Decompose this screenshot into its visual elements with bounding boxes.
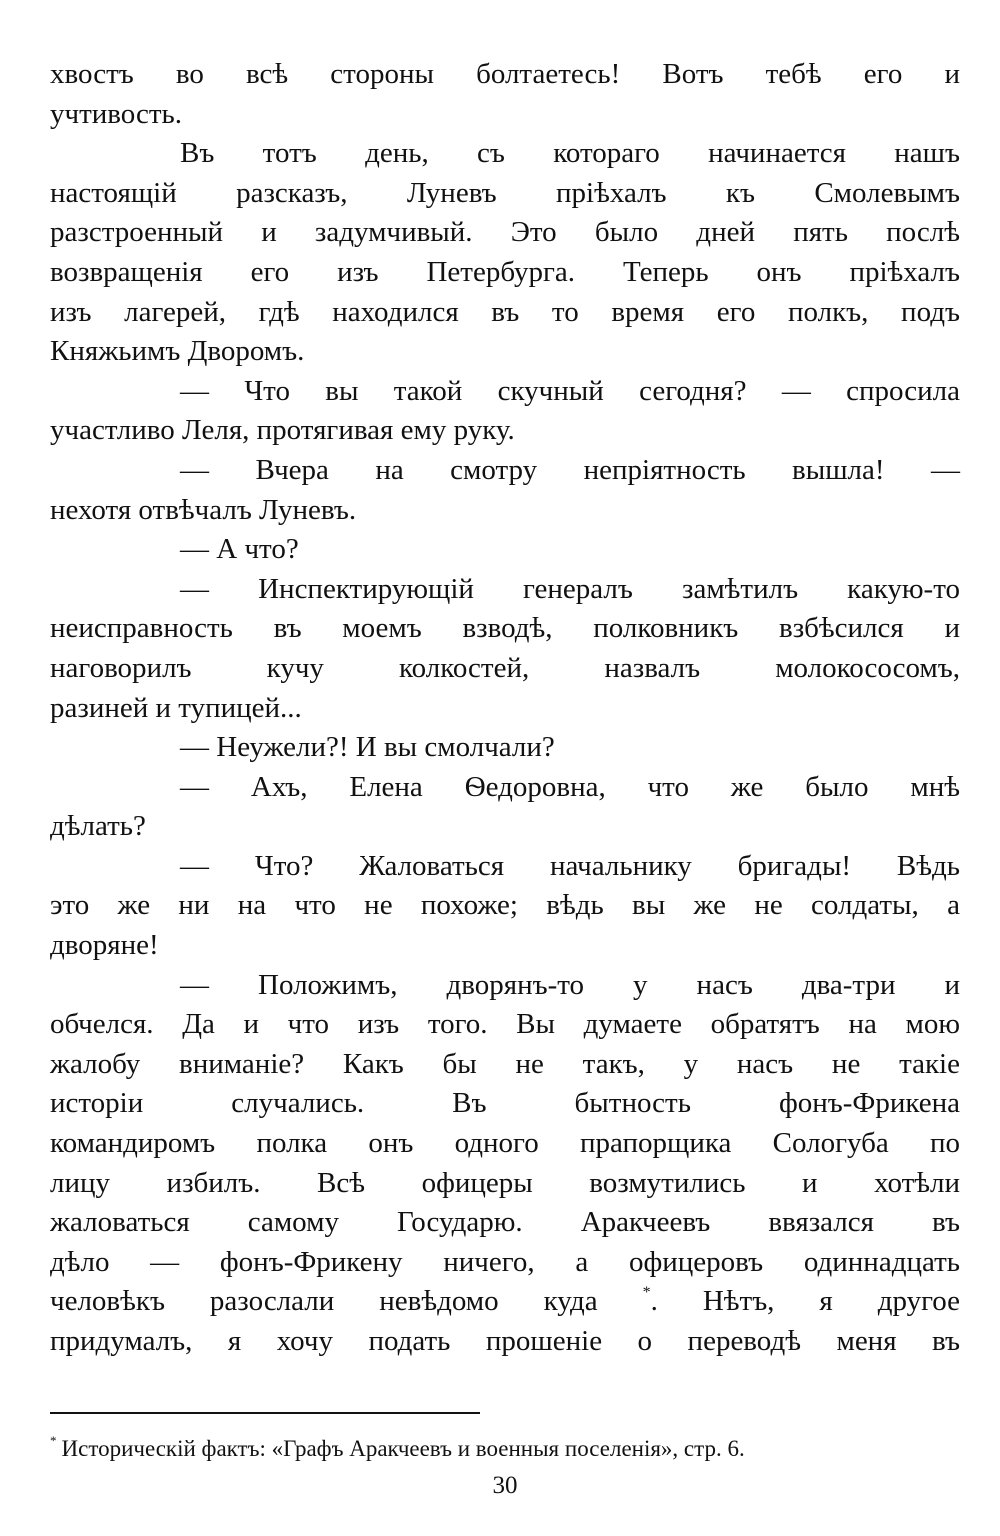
line-text: наговорилъ кучу колкостей, назвалъ молокососомъ,: [50, 651, 960, 684]
text-line: [50, 1045, 960, 1085]
text-line: [50, 95, 960, 135]
line-text: — Инспектирующiй генералъ замѣтилъ какую-то: [180, 572, 960, 605]
line-text: Княжьимъ Дворомъ.: [50, 335, 305, 368]
line-text: неисправность въ моемъ взводѣ, полковникъ взбѣсился и: [50, 612, 960, 645]
footnote-divider: [50, 1412, 480, 1414]
line-text: — Положимъ, дворянъ-то у насъ два-три и: [180, 968, 960, 1001]
body-text: [50, 55, 960, 1362]
text-line: [50, 530, 960, 570]
text-line: [50, 332, 960, 372]
text-line: [50, 926, 960, 966]
line-text: — Вчера на смотру непрiятность вышла! —: [180, 453, 960, 486]
line-text: лицу избилъ. Всѣ офицеры возмутились и хотѣли: [50, 1166, 960, 1199]
text-line: [50, 807, 960, 847]
text-line: [50, 451, 960, 491]
footnote-marker: *: [50, 1433, 57, 1448]
text-line: [50, 213, 960, 253]
line-text: нехотя отвѣчалъ Луневъ.: [50, 493, 357, 526]
text-line: [50, 491, 960, 531]
text-line: [50, 847, 960, 887]
text-line: [50, 1005, 960, 1045]
text-line: [50, 728, 960, 768]
footnote-text: Историческiй фактъ: «Графъ Аракчеевъ и военныя поселенiя», стр. 6.: [61, 1436, 745, 1461]
line-text: жалобу вниманiе? Какъ бы не такъ, у насъ не такiе: [50, 1047, 960, 1080]
text-line: [50, 689, 960, 729]
footnote: [50, 1432, 745, 1466]
text-line: [50, 609, 960, 649]
line-text: человѣкъ разослали невѣдомо куда: [50, 1285, 598, 1318]
line-text: изъ лагерей, гдѣ находился въ то время его полкъ, подъ: [50, 295, 960, 328]
line-text: разиней и тупицей...: [50, 691, 302, 724]
text-line: [50, 1322, 960, 1362]
line-text: жаловаться самому Государю. Аракчеевъ ввязался въ: [50, 1206, 960, 1239]
line-text: это же ни на что не похоже; вѣдь вы же не солдаты, а: [50, 889, 960, 922]
text-line: [50, 293, 960, 333]
line-text: хвостъ во всѣ стороны болтаетесь! Вотъ тебѣ его и: [50, 58, 960, 90]
text-line: [50, 1203, 960, 1243]
line-text: — Что? Жаловаться начальнику бригады! Вѣдь: [180, 849, 960, 882]
line-text: — Неужели?! И вы смолчали?: [180, 731, 555, 764]
line-text: разстроенный и задумчивый. Это было дней пять послѣ: [50, 216, 960, 249]
line-text: Въ тотъ день, съ котораго начинается нашъ: [180, 137, 960, 170]
text-line: [50, 886, 960, 926]
line-text: дворяне!: [50, 929, 159, 962]
line-text: дѣлать?: [50, 810, 146, 843]
text-line: [50, 372, 960, 412]
footnote-reference[interactable]: *: [642, 1284, 651, 1302]
text-line: [50, 1243, 960, 1283]
line-text: настоящiй разсказъ, Луневъ прiѣхалъ къ Смолевымъ: [50, 176, 960, 209]
line-text: . Нѣтъ, я другое: [650, 1285, 961, 1318]
text-line: [50, 55, 960, 95]
line-text: участливо Леля, протягивая ему руку.: [50, 414, 515, 447]
text-line: [50, 768, 960, 808]
line-text: — А что?: [180, 533, 299, 566]
line-text: придумалъ, я хочу подать прошенiе о переводѣ меня въ: [50, 1325, 960, 1357]
line-text: — Что вы такой скучный сегодня? — спросила: [180, 374, 960, 407]
text-line: [50, 134, 960, 174]
line-text: дѣло — фонъ-Фрикену ничего, а офицеровъ одиннадцать: [50, 1245, 960, 1278]
text-line: [50, 1164, 960, 1204]
line-text: командиромъ полка онъ одного прапорщика Сологуба по: [50, 1127, 960, 1160]
text-line: [50, 411, 960, 451]
text-line: [50, 649, 960, 689]
text-line: [50, 1282, 960, 1322]
line-text: учтивость.: [50, 97, 183, 130]
line-text: обчелся. Да и что изъ того. Вы думаете обратятъ на мою: [50, 1008, 960, 1041]
text-line: [50, 253, 960, 293]
line-text: исторiи случались. Въ бытность фонъ-Фрикена: [50, 1087, 960, 1120]
text-line: [50, 174, 960, 214]
page-number: 30: [492, 1472, 518, 1499]
text-line: [50, 966, 960, 1006]
text-line: [50, 570, 960, 610]
text-line: [50, 1084, 960, 1124]
text-line: [50, 1124, 960, 1164]
line-text: — Ахъ, Елена Ѳедоровна, что же было мнѣ: [180, 770, 960, 803]
line-text: возвращенiя его изъ Петербурга. Теперь онъ прiѣхалъ: [50, 255, 960, 288]
